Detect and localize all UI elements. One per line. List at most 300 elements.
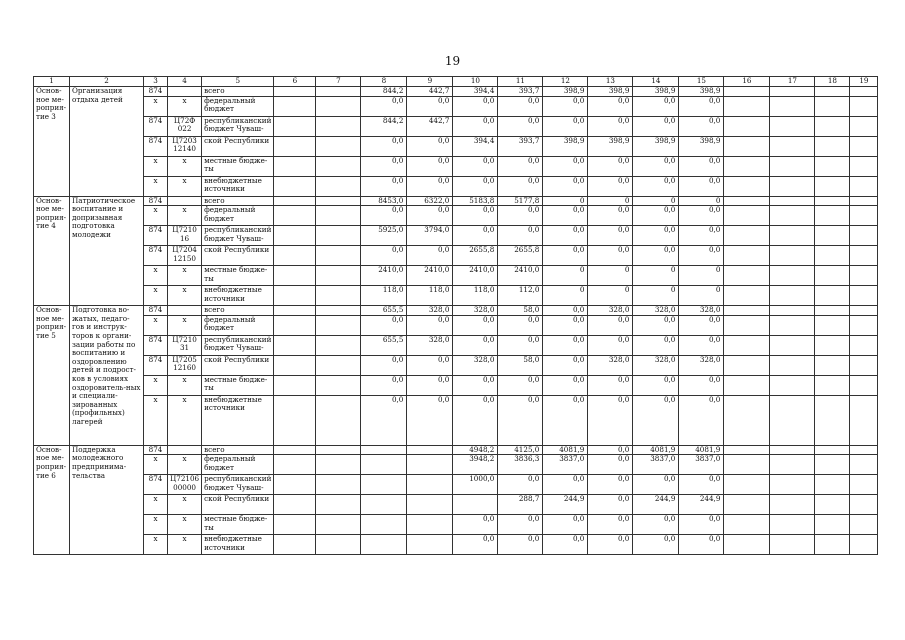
funding-source: ской Республики xyxy=(202,246,274,266)
value-cell xyxy=(316,246,361,266)
value-cell: 0,0 xyxy=(453,375,498,395)
value-cell xyxy=(724,335,770,355)
value-cell xyxy=(274,306,316,316)
value-cell: 0 xyxy=(588,286,633,306)
value-cell: 0,0 xyxy=(543,335,588,355)
value-cell: 0,0 xyxy=(679,315,724,335)
funding-source: внебюджетные источники xyxy=(202,535,274,555)
value-cell: 0,0 xyxy=(453,315,498,335)
table-row xyxy=(34,226,878,246)
table-row xyxy=(34,116,878,136)
value-cell: 2410,0 xyxy=(453,266,498,286)
value-cell xyxy=(815,445,850,455)
value-cell: 4081,9 xyxy=(633,445,679,455)
value-cell xyxy=(815,96,850,116)
value-cell: 0,0 xyxy=(679,475,724,495)
value-cell xyxy=(274,475,316,495)
target-code: х xyxy=(168,286,202,306)
value-cell: 0,0 xyxy=(361,136,407,156)
value-cell: 0,0 xyxy=(588,96,633,116)
value-cell xyxy=(316,266,361,286)
value-cell: 3794,0 xyxy=(407,226,453,246)
grbs-code: х xyxy=(144,96,168,116)
value-cell: 0,0 xyxy=(633,226,679,246)
value-cell xyxy=(815,475,850,495)
funding-source: всего xyxy=(202,87,274,97)
value-cell xyxy=(274,116,316,136)
value-cell xyxy=(770,445,815,455)
value-cell: 0,0 xyxy=(361,206,407,226)
value-cell xyxy=(850,355,878,375)
value-cell: 118,0 xyxy=(407,286,453,306)
value-cell: 244,9 xyxy=(543,495,588,515)
value-cell: 398,9 xyxy=(633,87,679,97)
table-row xyxy=(34,335,878,355)
column-header: 2 xyxy=(70,77,144,87)
value-cell xyxy=(274,455,316,475)
column-header: 12 xyxy=(543,77,588,87)
value-cell: 0,0 xyxy=(407,96,453,116)
value-cell xyxy=(316,315,361,335)
value-cell xyxy=(815,355,850,375)
value-cell xyxy=(724,116,770,136)
event-name: Патриотическое воспитание и допризывная подготовка молодежи xyxy=(70,196,144,306)
value-cell xyxy=(815,455,850,475)
value-cell xyxy=(407,495,453,515)
value-cell xyxy=(815,206,850,226)
value-cell xyxy=(407,445,453,455)
value-cell xyxy=(850,176,878,196)
funding-source: ской Республики xyxy=(202,355,274,375)
grbs-code: 874 xyxy=(144,335,168,355)
value-cell: 0,0 xyxy=(543,156,588,176)
target-code xyxy=(168,445,202,455)
value-cell xyxy=(724,96,770,116)
value-cell: 4081,9 xyxy=(543,445,588,455)
value-cell xyxy=(274,286,316,306)
column-header: 10 xyxy=(453,77,498,87)
value-cell: 0,0 xyxy=(679,246,724,266)
value-cell xyxy=(850,515,878,535)
value-cell xyxy=(316,136,361,156)
value-cell: 394,4 xyxy=(453,136,498,156)
value-cell xyxy=(274,176,316,196)
table-row xyxy=(34,286,878,306)
value-cell xyxy=(724,87,770,97)
target-code: х xyxy=(168,395,202,445)
column-header: 8 xyxy=(361,77,407,87)
grbs-code: 874 xyxy=(144,475,168,495)
value-cell xyxy=(815,315,850,335)
value-cell: 0,0 xyxy=(498,515,543,535)
value-cell: 4081,9 xyxy=(679,445,724,455)
value-cell: 0 xyxy=(588,266,633,286)
value-cell: 0,0 xyxy=(498,176,543,196)
value-cell xyxy=(316,96,361,116)
value-cell xyxy=(724,475,770,495)
value-cell: 2655,8 xyxy=(498,246,543,266)
column-header: 5 xyxy=(202,77,274,87)
grbs-code: 874 xyxy=(144,87,168,97)
table-row xyxy=(34,375,878,395)
value-cell: 0,0 xyxy=(543,535,588,555)
value-cell xyxy=(724,266,770,286)
value-cell xyxy=(770,495,815,515)
value-cell xyxy=(850,286,878,306)
value-cell xyxy=(724,206,770,226)
value-cell: 0,0 xyxy=(543,176,588,196)
value-cell: 0,0 xyxy=(679,156,724,176)
target-code xyxy=(168,196,202,206)
value-cell: 0 xyxy=(679,266,724,286)
target-code: Ц7204 12150 xyxy=(168,246,202,266)
value-cell xyxy=(815,116,850,136)
value-cell xyxy=(316,475,361,495)
value-cell: 0 xyxy=(679,196,724,206)
value-cell: 328,0 xyxy=(407,335,453,355)
value-cell: 0,0 xyxy=(361,96,407,116)
value-cell: 0,0 xyxy=(453,156,498,176)
value-cell xyxy=(724,306,770,316)
value-cell: 0 xyxy=(633,286,679,306)
table-row xyxy=(34,246,878,266)
budget-table xyxy=(33,76,878,555)
funding-source: всего xyxy=(202,306,274,316)
table-row xyxy=(34,206,878,226)
value-cell: 0,0 xyxy=(633,335,679,355)
value-cell: 328,0 xyxy=(588,355,633,375)
value-cell xyxy=(770,176,815,196)
value-cell xyxy=(815,286,850,306)
grbs-code: х xyxy=(144,315,168,335)
table-row xyxy=(34,475,878,495)
value-cell: 0,0 xyxy=(633,475,679,495)
value-cell xyxy=(407,475,453,495)
value-cell: 655,5 xyxy=(361,335,407,355)
grbs-code: х xyxy=(144,286,168,306)
value-cell: 0,0 xyxy=(361,156,407,176)
value-cell xyxy=(316,375,361,395)
value-cell xyxy=(815,176,850,196)
value-cell: 0,0 xyxy=(453,226,498,246)
funding-source: федеральный бюджет xyxy=(202,96,274,116)
value-cell xyxy=(316,176,361,196)
target-code: Ц7210 31 xyxy=(168,335,202,355)
table-row xyxy=(34,455,878,475)
value-cell: 328,0 xyxy=(679,306,724,316)
value-cell: 0,0 xyxy=(361,375,407,395)
column-header: 17 xyxy=(770,77,815,87)
value-cell xyxy=(316,515,361,535)
value-cell xyxy=(770,206,815,226)
target-code xyxy=(168,87,202,97)
value-cell: 0,0 xyxy=(407,375,453,395)
value-cell: 3836,3 xyxy=(498,455,543,475)
value-cell: 0,0 xyxy=(407,156,453,176)
value-cell: 0,0 xyxy=(679,395,724,445)
table-row xyxy=(34,306,878,316)
value-cell: 0,0 xyxy=(407,206,453,226)
value-cell xyxy=(724,445,770,455)
value-cell: 0,0 xyxy=(453,535,498,555)
grbs-code: 874 xyxy=(144,246,168,266)
target-code: Ц72106 00000 xyxy=(168,475,202,495)
value-cell: 0,0 xyxy=(453,176,498,196)
column-header: 9 xyxy=(407,77,453,87)
value-cell: 0,0 xyxy=(543,116,588,136)
value-cell xyxy=(316,226,361,246)
table-row xyxy=(34,196,878,206)
value-cell xyxy=(724,455,770,475)
value-cell: 398,9 xyxy=(543,87,588,97)
value-cell xyxy=(770,535,815,555)
column-header: 14 xyxy=(633,77,679,87)
value-cell xyxy=(724,136,770,156)
value-cell xyxy=(850,116,878,136)
value-cell: 0,0 xyxy=(679,206,724,226)
value-cell xyxy=(274,266,316,286)
value-cell: 0,0 xyxy=(453,206,498,226)
value-cell xyxy=(361,445,407,455)
value-cell: 0,0 xyxy=(498,375,543,395)
target-code: х xyxy=(168,515,202,535)
target-code: х xyxy=(168,156,202,176)
value-cell: 0,0 xyxy=(361,176,407,196)
value-cell xyxy=(770,196,815,206)
value-cell xyxy=(316,335,361,355)
value-cell: 118,0 xyxy=(361,286,407,306)
value-cell xyxy=(815,156,850,176)
table-row xyxy=(34,315,878,335)
value-cell xyxy=(770,286,815,306)
funding-source: федеральный бюджет xyxy=(202,315,274,335)
value-cell: 0,0 xyxy=(679,335,724,355)
value-cell: 0,0 xyxy=(679,96,724,116)
value-cell: 0,0 xyxy=(588,475,633,495)
value-cell: 58,0 xyxy=(498,306,543,316)
funding-source: внебюджетные источники xyxy=(202,286,274,306)
value-cell: 0,0 xyxy=(543,395,588,445)
value-cell xyxy=(815,375,850,395)
table-row xyxy=(34,495,878,515)
value-cell xyxy=(770,87,815,97)
value-cell xyxy=(316,355,361,375)
value-cell xyxy=(850,335,878,355)
value-cell xyxy=(316,445,361,455)
value-cell xyxy=(815,266,850,286)
value-cell xyxy=(274,246,316,266)
column-header: 18 xyxy=(815,77,850,87)
value-cell xyxy=(316,87,361,97)
table-row xyxy=(34,355,878,375)
value-cell: 442,7 xyxy=(407,116,453,136)
value-cell xyxy=(815,495,850,515)
value-cell xyxy=(770,515,815,535)
value-cell: 2410,0 xyxy=(407,266,453,286)
value-cell: 5183,8 xyxy=(453,196,498,206)
value-cell xyxy=(724,226,770,246)
value-cell xyxy=(850,395,878,445)
value-cell xyxy=(361,455,407,475)
value-cell: 0,0 xyxy=(498,315,543,335)
value-cell: 0,0 xyxy=(453,116,498,136)
value-cell xyxy=(724,395,770,445)
value-cell xyxy=(850,96,878,116)
value-cell xyxy=(815,395,850,445)
value-cell xyxy=(850,475,878,495)
value-cell xyxy=(770,395,815,445)
target-code: х xyxy=(168,315,202,335)
value-cell xyxy=(770,355,815,375)
value-cell xyxy=(770,136,815,156)
value-cell: 0,0 xyxy=(543,246,588,266)
value-cell xyxy=(770,246,815,266)
value-cell: 0,0 xyxy=(543,306,588,316)
grbs-code: х xyxy=(144,395,168,445)
funding-source: местные бюдже-ты xyxy=(202,156,274,176)
value-cell: 398,9 xyxy=(679,87,724,97)
value-cell: 0,0 xyxy=(453,96,498,116)
table-row xyxy=(34,515,878,535)
value-cell: 4125,0 xyxy=(498,445,543,455)
value-cell: 0,0 xyxy=(498,335,543,355)
value-cell: 328,0 xyxy=(633,306,679,316)
column-header: 19 xyxy=(850,77,878,87)
target-code: х xyxy=(168,375,202,395)
value-cell: 328,0 xyxy=(407,306,453,316)
value-cell: 58,0 xyxy=(498,355,543,375)
value-cell xyxy=(815,535,850,555)
value-cell: 244,9 xyxy=(679,495,724,515)
value-cell: 0,0 xyxy=(543,355,588,375)
value-cell xyxy=(770,455,815,475)
value-cell: 0,0 xyxy=(633,315,679,335)
value-cell xyxy=(274,226,316,246)
value-cell xyxy=(815,196,850,206)
column-header: 7 xyxy=(316,77,361,87)
value-cell xyxy=(316,156,361,176)
value-cell xyxy=(815,246,850,266)
value-cell xyxy=(850,445,878,455)
value-cell xyxy=(316,395,361,445)
value-cell xyxy=(815,335,850,355)
value-cell: 0,0 xyxy=(543,375,588,395)
column-header: 6 xyxy=(274,77,316,87)
event-name: Организация отдыха детей xyxy=(70,87,144,197)
value-cell: 2410,0 xyxy=(498,266,543,286)
target-code: х xyxy=(168,96,202,116)
value-cell xyxy=(724,246,770,266)
grbs-code: 874 xyxy=(144,116,168,136)
value-cell: 328,0 xyxy=(633,355,679,375)
value-cell xyxy=(274,96,316,116)
value-cell: 0,0 xyxy=(498,475,543,495)
value-cell xyxy=(316,286,361,306)
value-cell: 655,5 xyxy=(361,306,407,316)
value-cell xyxy=(274,335,316,355)
value-cell xyxy=(815,515,850,535)
value-cell: 398,9 xyxy=(543,136,588,156)
value-cell: 0,0 xyxy=(633,515,679,535)
target-code: х xyxy=(168,495,202,515)
value-cell xyxy=(316,206,361,226)
value-cell: 0,0 xyxy=(679,176,724,196)
value-cell: 0,0 xyxy=(588,156,633,176)
column-header: 16 xyxy=(724,77,770,87)
funding-source: местные бюдже-ты xyxy=(202,515,274,535)
funding-source: местные бюдже-ты xyxy=(202,266,274,286)
value-cell xyxy=(316,535,361,555)
value-cell: 0,0 xyxy=(543,226,588,246)
value-cell xyxy=(770,375,815,395)
column-header: 4 xyxy=(168,77,202,87)
value-cell: 398,9 xyxy=(588,136,633,156)
value-cell xyxy=(274,87,316,97)
funding-source: местные бюдже-ты xyxy=(202,375,274,395)
value-cell: 0 xyxy=(679,286,724,306)
value-cell: 112,0 xyxy=(498,286,543,306)
value-cell xyxy=(274,315,316,335)
grbs-code: х xyxy=(144,375,168,395)
value-cell xyxy=(850,87,878,97)
value-cell: 0,0 xyxy=(498,206,543,226)
value-cell: 393,7 xyxy=(498,136,543,156)
target-code: Ц7203 12140 xyxy=(168,136,202,156)
funding-source: внебюджетные источники xyxy=(202,176,274,196)
value-cell: 0,0 xyxy=(679,375,724,395)
value-cell: 3837,0 xyxy=(633,455,679,475)
value-cell xyxy=(850,226,878,246)
value-cell xyxy=(361,535,407,555)
table-row xyxy=(34,395,878,445)
value-cell xyxy=(724,375,770,395)
value-cell: 0,0 xyxy=(588,535,633,555)
value-cell: 0,0 xyxy=(498,156,543,176)
value-cell: 0,0 xyxy=(633,176,679,196)
funding-source: республиканский бюджет Чуваш- xyxy=(202,335,274,355)
value-cell: 0,0 xyxy=(361,355,407,375)
value-cell: 0,0 xyxy=(679,226,724,246)
table-row xyxy=(34,535,878,555)
table-row xyxy=(34,96,878,116)
value-cell: 8453,0 xyxy=(361,196,407,206)
value-cell: 0,0 xyxy=(588,335,633,355)
value-cell xyxy=(770,156,815,176)
grbs-code: 874 xyxy=(144,136,168,156)
funding-source: республиканский бюджет Чуваш- xyxy=(202,116,274,136)
value-cell xyxy=(850,535,878,555)
value-cell: 0,0 xyxy=(588,315,633,335)
value-cell: 0,0 xyxy=(361,246,407,266)
value-cell xyxy=(770,315,815,335)
value-cell: 0,0 xyxy=(633,535,679,555)
value-cell xyxy=(850,136,878,156)
grbs-code: х xyxy=(144,495,168,515)
value-cell: 0,0 xyxy=(407,395,453,445)
target-code: Ц7205 12160 xyxy=(168,355,202,375)
value-cell: 0,0 xyxy=(588,495,633,515)
value-cell xyxy=(274,136,316,156)
value-cell: 0,0 xyxy=(453,395,498,445)
value-cell xyxy=(850,375,878,395)
value-cell xyxy=(407,515,453,535)
value-cell xyxy=(274,355,316,375)
value-cell xyxy=(815,226,850,246)
value-cell: 0,0 xyxy=(543,206,588,226)
value-cell: 328,0 xyxy=(679,355,724,375)
value-cell xyxy=(770,226,815,246)
event-label: Основ-ное ме-роприя-тие 3 xyxy=(34,87,70,197)
